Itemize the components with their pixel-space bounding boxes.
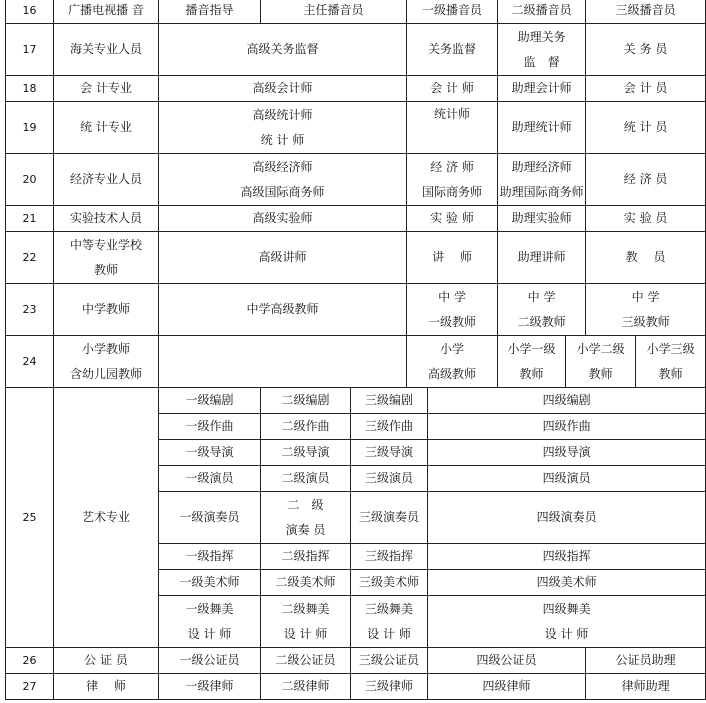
title-cell: 三级律师: [351, 674, 428, 700]
title-cell: 公证员助理: [586, 648, 706, 674]
cell-line: 高级统计师: [252, 107, 313, 122]
title-cell: 二级导演: [261, 440, 351, 466]
senior-title-cell: 高级会计师: [159, 76, 407, 102]
title-cell: 一级美术师: [159, 570, 261, 596]
senior-title-cell: [159, 154, 407, 206]
assistant-title-cell: 助理实验师: [498, 206, 586, 232]
title-cell: 一级演奏员: [159, 492, 261, 544]
table-row: [6, 154, 706, 206]
profession-name: 律 师: [54, 674, 159, 700]
cell-line: 一级舞美: [185, 601, 234, 616]
senior-title-cell: 高级讲师: [159, 232, 407, 284]
title-cell: 四级律师: [428, 674, 586, 700]
title-cell: 播音指导: [159, 0, 261, 24]
title-cell: 二级作曲: [261, 414, 351, 440]
cell-line: 助理关务: [517, 29, 566, 44]
professional-title-table: [5, 0, 706, 700]
cell-line: 中 学: [527, 289, 556, 304]
cell-line: 统 计 师: [260, 132, 305, 147]
title-cell: 四级公证员: [428, 648, 586, 674]
cell-line: 小学一级: [507, 341, 556, 356]
title-cell: 一级播音员: [407, 0, 498, 24]
row-number: 20: [6, 154, 54, 206]
empty-cell: [159, 336, 407, 388]
title-cell: 三级指挥: [351, 544, 428, 570]
profession-name: [54, 232, 159, 284]
mid-title-cell: 统计师: [407, 102, 498, 154]
cell-line: 小学: [440, 341, 465, 356]
row-number: 24: [6, 336, 54, 388]
junior-title-cell: 教 员: [586, 232, 706, 284]
title-cell: [261, 596, 351, 648]
table-row: [6, 284, 706, 336]
mid-title-cell: 讲 师: [407, 232, 498, 284]
cell-line: 中 学: [438, 289, 466, 304]
title-cell: 三级作曲: [351, 414, 428, 440]
row-number: 26: [6, 648, 54, 674]
cell-line: 设 计 师: [187, 626, 232, 641]
title-cell: 二级播音员: [498, 0, 586, 24]
title-cell: 一级公证员: [159, 648, 261, 674]
cell-line: 教师: [93, 262, 118, 277]
title-cell: 三级公证员: [351, 648, 428, 674]
table-row: [6, 674, 706, 700]
title-cell: 四级指挥: [428, 544, 706, 570]
table-row: [6, 76, 706, 102]
cell-line: 小学二级: [576, 341, 625, 356]
row-number: 21: [6, 206, 54, 232]
row-number: 16: [6, 0, 54, 24]
cell-line: 国际商务师: [422, 184, 483, 199]
cell-line: 演奏 员: [285, 522, 326, 537]
title-cell: 四级作曲: [428, 414, 706, 440]
row-number: 17: [6, 24, 54, 76]
title-cell: [261, 492, 351, 544]
title-cell: 二级美术师: [261, 570, 351, 596]
title-cell: [428, 596, 706, 648]
profession-name: 统 计专业: [54, 102, 159, 154]
mid-title-cell: 关务监督: [407, 24, 498, 76]
row-number: 27: [6, 674, 54, 700]
title-cell: [407, 336, 498, 388]
senior-title-cell: 高级关务监督: [159, 24, 407, 76]
senior-title-cell: [159, 102, 407, 154]
title-cell: 一级指挥: [159, 544, 261, 570]
cell-line: 三级教师: [621, 314, 670, 329]
row-number: 18: [6, 76, 54, 102]
title-cell: [407, 284, 498, 336]
cell-line: 二级教师: [517, 314, 566, 329]
cell-line: 设 计 师: [367, 626, 411, 641]
profession-name: 会 计专业: [54, 76, 159, 102]
profession-name: 海关专业人员: [54, 24, 159, 76]
assistant-title-cell: 助理统计师: [498, 102, 586, 154]
title-cell: 三级导演: [351, 440, 428, 466]
profession-name: 艺术专业: [54, 388, 159, 648]
cell-line: 小学教师: [81, 341, 130, 356]
title-cell: 三级演员: [351, 466, 428, 492]
cell-line: 监 督: [523, 54, 560, 69]
cell-line: 教师: [588, 366, 613, 381]
row-number: 22: [6, 232, 54, 284]
title-cell: 二级律师: [261, 674, 351, 700]
cell-line: 助理经济师: [511, 159, 572, 174]
title-cell: 三级美术师: [351, 570, 428, 596]
title-cell: 一级演员: [159, 466, 261, 492]
title-cell: 一级编剧: [159, 388, 261, 414]
cell-line: 经 济 师: [430, 159, 474, 174]
cell-line: 小学三级: [646, 341, 695, 356]
title-cell: 二级指挥: [261, 544, 351, 570]
table-row: [6, 102, 706, 154]
title-cell: 二级编剧: [261, 388, 351, 414]
cell-line: 高级教师: [428, 366, 477, 381]
table-row: [6, 24, 706, 76]
cell-line: 设 计 师: [283, 626, 328, 641]
profession-name: 中学教师: [54, 284, 159, 336]
cell-line: 一级教师: [428, 314, 477, 329]
assistant-title-cell: 助理会计师: [498, 76, 586, 102]
cell-line: 二 级: [287, 497, 324, 512]
junior-title-cell: 会 计 员: [586, 76, 706, 102]
assistant-title-cell: [498, 154, 586, 206]
profession-name: 实验技术人员: [54, 206, 159, 232]
junior-title-cell: 统 计 员: [586, 102, 706, 154]
title-cell: 一级导演: [159, 440, 261, 466]
mid-title-cell: [407, 154, 498, 206]
title-cell: 一级作曲: [159, 414, 261, 440]
assistant-title-cell: [498, 24, 586, 76]
cell-line: 中 学: [631, 289, 660, 304]
table-row: [6, 206, 706, 232]
row-number: 25: [6, 388, 54, 648]
profession-name: 广播电视播 音: [54, 0, 159, 24]
title-cell: [498, 336, 566, 388]
cell-line: 中等专业学校: [69, 237, 142, 252]
junior-title-cell: 实 验 员: [586, 206, 706, 232]
table-row: [6, 388, 706, 414]
title-cell: 四级演员: [428, 466, 706, 492]
mid-title-cell: 会 计 师: [407, 76, 498, 102]
cell-line: 教师: [658, 366, 683, 381]
title-cell: [159, 596, 261, 648]
title-cell: 三级演奏员: [351, 492, 428, 544]
cell-line: 含幼儿园教师: [69, 366, 142, 381]
cell-line: 三级舞美: [365, 601, 414, 616]
cell-line: 设 计 师: [544, 626, 589, 641]
title-cell: 四级演奏员: [428, 492, 706, 544]
junior-title-cell: 经 济 员: [586, 154, 706, 206]
profession-name: 公 证 员: [54, 648, 159, 674]
title-cell: 二级公证员: [261, 648, 351, 674]
title-cell: 主任播音员: [261, 0, 407, 24]
cell-line: 二级舞美: [281, 601, 330, 616]
title-cell: [498, 284, 586, 336]
title-cell: [351, 596, 428, 648]
table-row: [6, 336, 706, 388]
title-cell: [566, 336, 636, 388]
profession-name: [54, 336, 159, 388]
junior-title-cell: 关 务 员: [586, 24, 706, 76]
title-cell: 一级律师: [159, 674, 261, 700]
table-row: [6, 232, 706, 284]
assistant-title-cell: 助理讲师: [498, 232, 586, 284]
cell-line: 教师: [519, 366, 544, 381]
title-cell: 四级编剧: [428, 388, 706, 414]
senior-title-cell: 高级实验师: [159, 206, 407, 232]
title-cell: [586, 284, 706, 336]
senior-title-cell: 中学高级教师: [159, 284, 407, 336]
title-cell: 律师助理: [586, 674, 706, 700]
row-number: 23: [6, 284, 54, 336]
title-cell: 三级编剧: [351, 388, 428, 414]
cell-line: 高级经济师: [252, 159, 313, 174]
title-cell: 四级美术师: [428, 570, 706, 596]
mid-title-cell: 实 验 师: [407, 206, 498, 232]
row-number: 19: [6, 102, 54, 154]
cell-line: 高级国际商务师: [240, 184, 325, 199]
title-cell: 四级导演: [428, 440, 706, 466]
table-row: [6, 0, 706, 24]
title-cell: [636, 336, 706, 388]
profession-name: 经济专业人员: [54, 154, 159, 206]
table-row: [6, 648, 706, 674]
cell-line: 四级舞美: [542, 601, 591, 616]
title-cell: 三级播音员: [586, 0, 706, 24]
cell-line: 助理国际商务师: [499, 184, 584, 199]
title-cell: 二级演员: [261, 466, 351, 492]
